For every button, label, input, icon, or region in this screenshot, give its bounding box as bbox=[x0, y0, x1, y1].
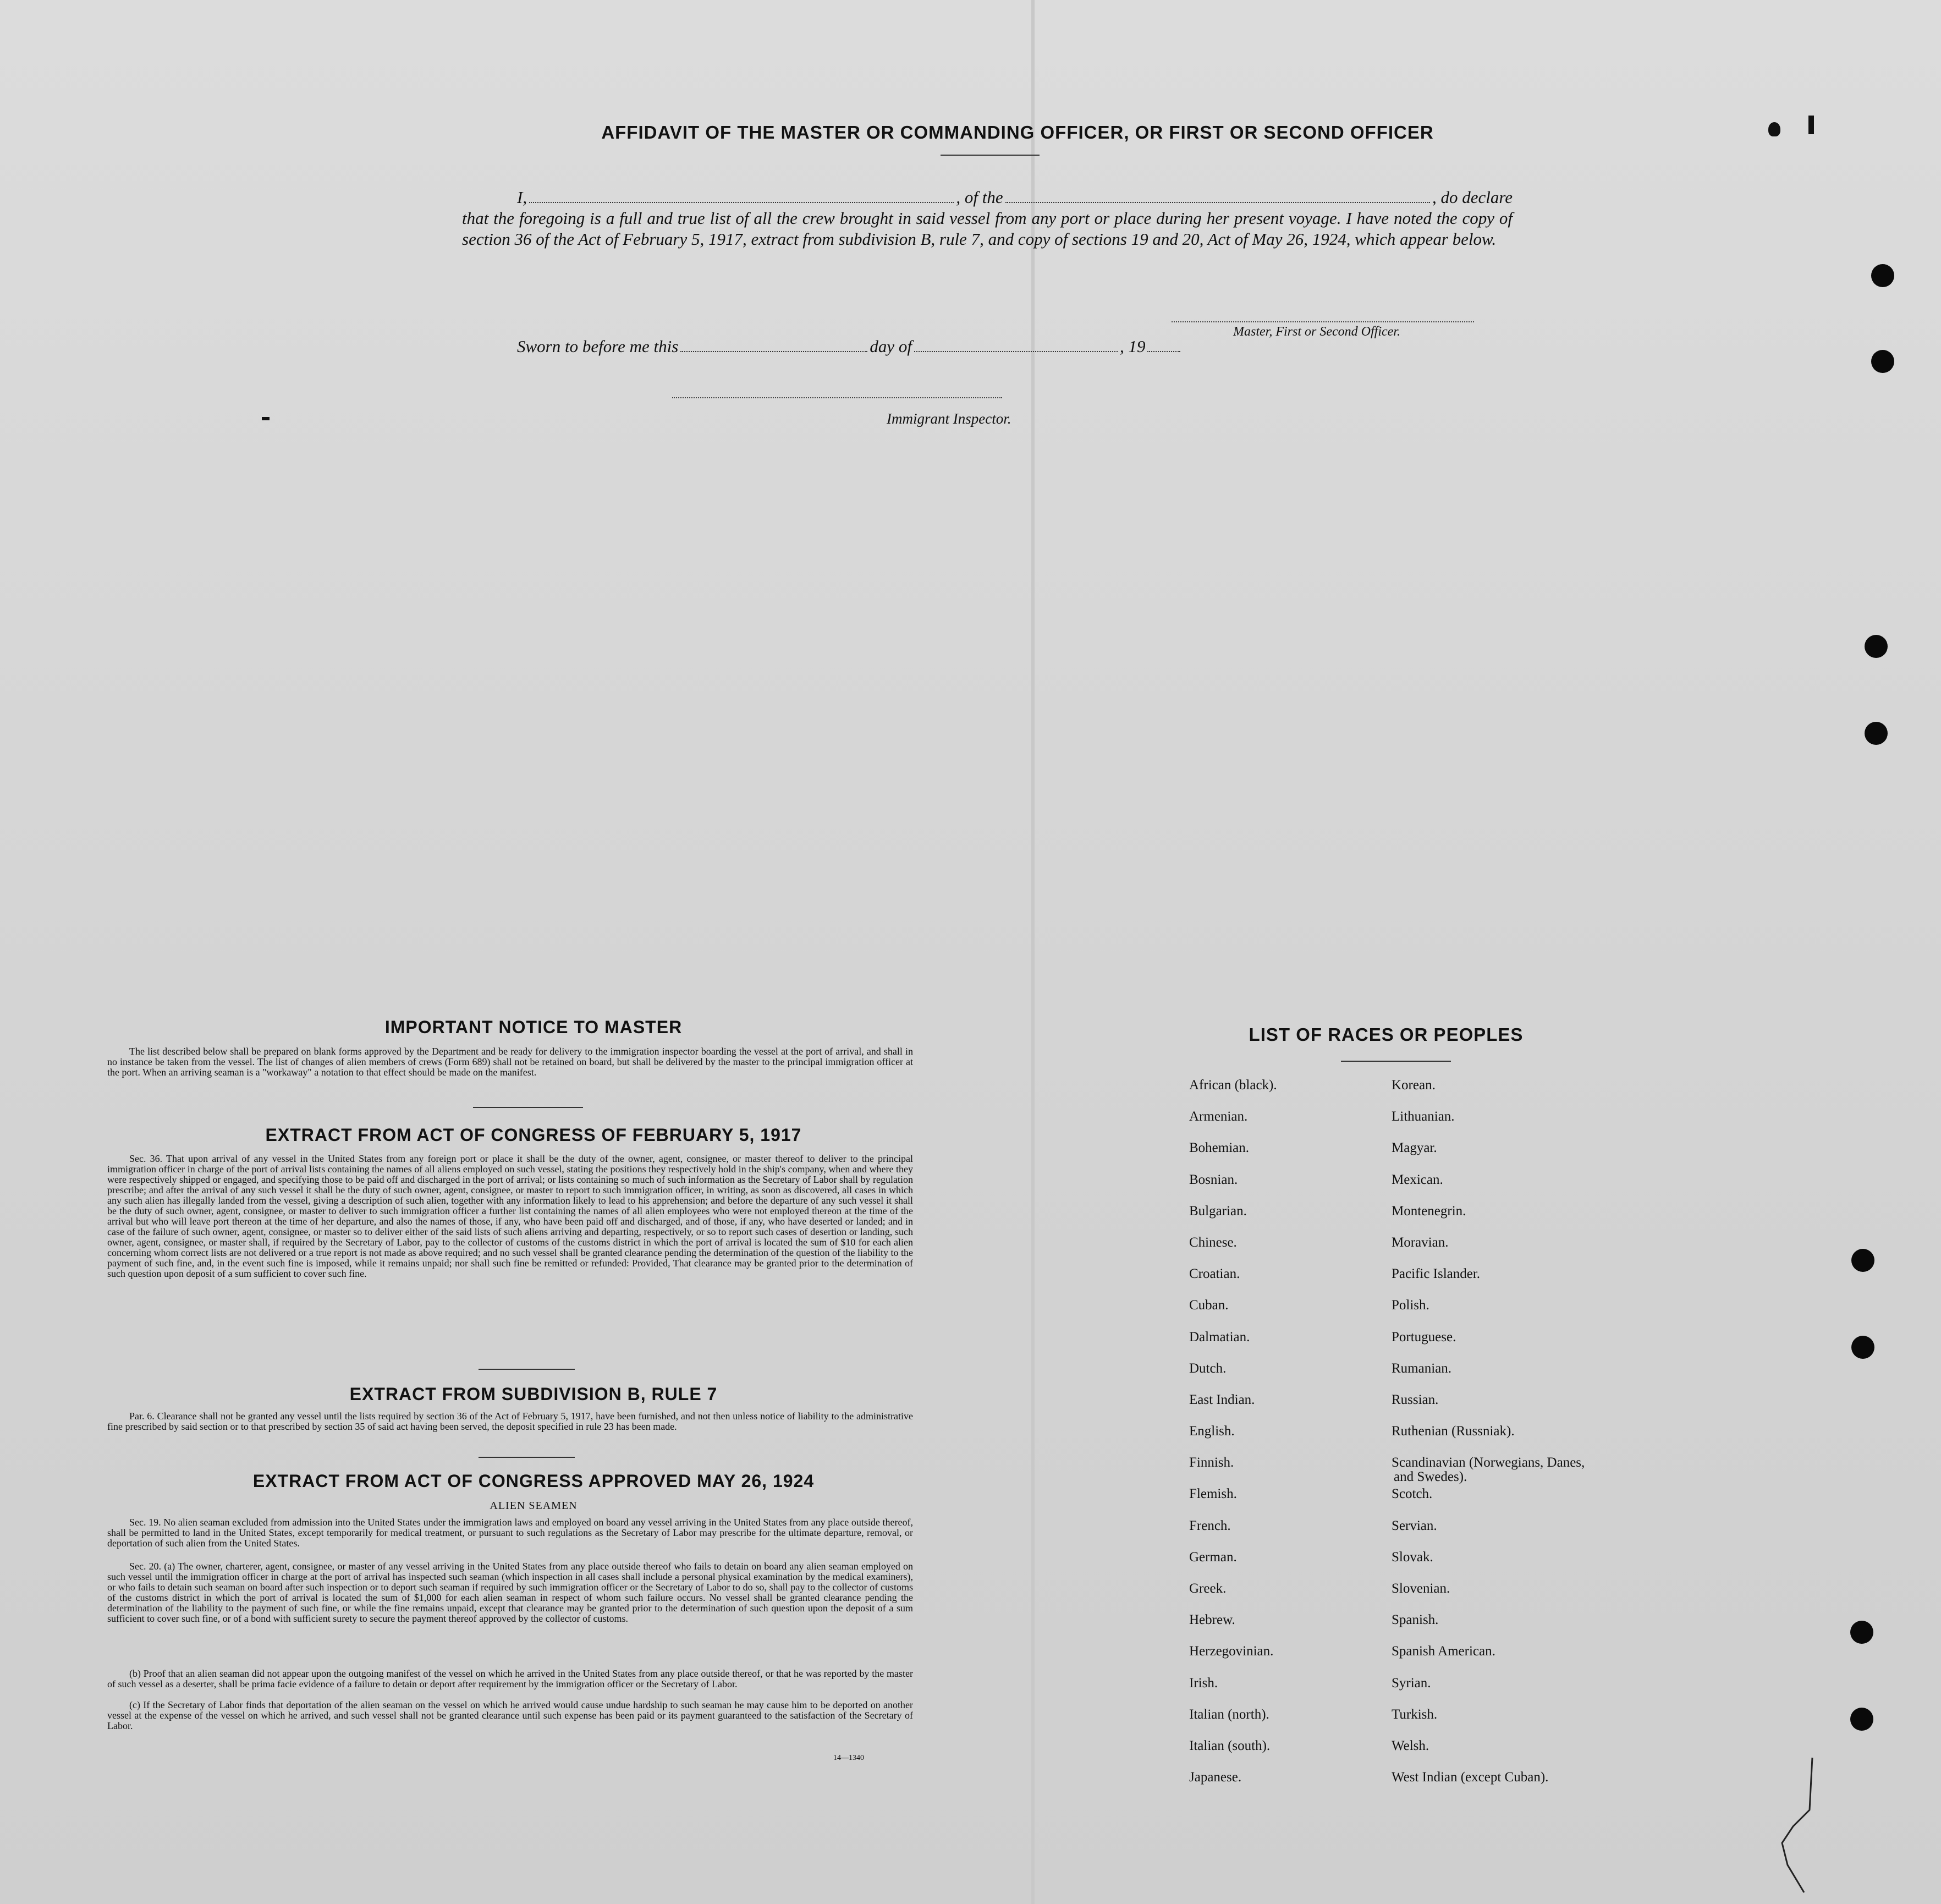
sworn-year-prefix: , 19 bbox=[1119, 337, 1146, 356]
officer-name-field[interactable] bbox=[529, 190, 954, 203]
binder-hole bbox=[1871, 350, 1894, 373]
binder-hole bbox=[1871, 264, 1894, 287]
race-item: Armenian. bbox=[1189, 1109, 1248, 1124]
extract-1924-subtitle: ALIEN SEAMEN bbox=[490, 1500, 578, 1512]
races-left-column bbox=[1189, 1078, 1371, 1802]
race-item: Syrian. bbox=[1392, 1675, 1431, 1691]
race-item: Welsh. bbox=[1392, 1738, 1429, 1753]
race-item: Russian. bbox=[1392, 1392, 1439, 1407]
race-item: French. bbox=[1189, 1518, 1231, 1533]
extract-rule7-divider bbox=[479, 1457, 575, 1458]
binder-hole bbox=[1851, 1336, 1874, 1359]
race-item: Finnish. bbox=[1189, 1455, 1234, 1470]
extract-1924-sec19: Sec. 19. No alien seaman excluded from admission into the United States under the immigration laws and employed on board any vessel arriving in the United States from any place outside thereof, shall be permitted to land in the United States, except temporarily for medical treatment, or pursuant to such regulations as the Secretary of Labor may prescribe for the ultimate departure, removal, or deportation of such alien from the United States. bbox=[107, 1517, 913, 1549]
race-item: Ruthenian (Russniak). bbox=[1392, 1424, 1515, 1439]
race-item: Bohemian. bbox=[1189, 1140, 1250, 1156]
race-item: Greek. bbox=[1189, 1581, 1227, 1596]
extract-1924-sec20c: (c) If the Secretary of Labor finds that deportation of the alien seaman on the vessel on which he arrived would cause undue hardship to such seaman he may cause him to be deported on another vessel at the expense of the vessel on which he arrived, and such vessel shall not be granted clearance until such expense has been paid or its payment guaranteed to the satisfaction of the Secretary of Labor. bbox=[107, 1699, 913, 1731]
binder-hole bbox=[1850, 1621, 1873, 1644]
race-item: Pacific Islander. bbox=[1392, 1266, 1481, 1282]
races-divider bbox=[1341, 1061, 1451, 1062]
race-item: Bulgarian. bbox=[1189, 1203, 1247, 1219]
races-right-column bbox=[1392, 1078, 1601, 1802]
sworn-prefix: Sworn to before me this bbox=[517, 337, 679, 356]
race-item: English. bbox=[1189, 1424, 1235, 1439]
race-item: Dutch. bbox=[1189, 1360, 1227, 1376]
affidavit-body: that the foregoing is a full and true list of all the crew brought in said vessel from any port or place during her present voyage. I have noted the copy of section 36 of the Act of February 5, 1917, extract from subdivision B, rule 7, and copy of sections 19 and 20, Act of May 26, 1924, which appear below. bbox=[462, 208, 1513, 249]
notice-text: The list described below shall be prepared on blank forms approved by the Department and be ready for delivery to the immigration inspector boarding the vessel at the port of arrival, and shall in no instance be taken from the vessel. The list of changes of alien members of crews (Form 689) shall not be retained on board, but shall be delivered by the master to the principal immigration officer at the port. When an arriving seaman is a "workaway" a notation to that effect should be made on the manifest. bbox=[107, 1046, 913, 1078]
binder-hole bbox=[1850, 1708, 1873, 1731]
master-signature-line bbox=[1172, 321, 1474, 323]
ink-mark bbox=[262, 417, 270, 420]
race-item: Chinese. bbox=[1189, 1234, 1237, 1250]
race-item: Italian (south). bbox=[1189, 1738, 1271, 1753]
race-item: Scandinavian (Norwegians, Danes, and Swedes). bbox=[1392, 1455, 1585, 1485]
race-item: Montenegrin. bbox=[1392, 1203, 1466, 1219]
race-item: Moravian. bbox=[1392, 1234, 1449, 1250]
race-item: Rumanian. bbox=[1392, 1360, 1452, 1376]
race-item: Hebrew. bbox=[1189, 1612, 1235, 1628]
form-number: 14—1340 bbox=[833, 1754, 864, 1762]
ink-mark bbox=[1808, 116, 1814, 134]
inspector-label: Immigrant Inspector. bbox=[887, 410, 1011, 427]
race-item: Scotch. bbox=[1392, 1486, 1433, 1502]
race-item: Servian. bbox=[1392, 1518, 1437, 1533]
race-item: Spanish. bbox=[1392, 1612, 1439, 1628]
race-item: Turkish. bbox=[1392, 1707, 1438, 1722]
race-item: Spanish American. bbox=[1392, 1644, 1495, 1659]
race-item: Dalmatian. bbox=[1189, 1329, 1250, 1345]
race-item: Mexican. bbox=[1392, 1172, 1443, 1187]
affidavit-text bbox=[462, 187, 1513, 250]
binder-hole bbox=[1865, 722, 1888, 745]
vessel-name-field[interactable] bbox=[1005, 190, 1430, 203]
race-item: Lithuanian. bbox=[1392, 1109, 1455, 1124]
affidavit-title: AFFIDAVIT OF THE MASTER OR COMMANDING OFFICER, OR FIRST OR SECOND OFFICER bbox=[601, 122, 1434, 142]
race-item: Italian (north). bbox=[1189, 1707, 1269, 1722]
extract-1924-sec20b: (b) Proof that an alien seaman did not appear upon the outgoing manifest of the vessel on which he arrived in the United States from any place outside thereof, or that he was reported by the master of such vessel as a deserter, shall be prima facie evidence of a failure to detain or deport after requirement by the immigration officer or the Secretary of Labor. bbox=[107, 1668, 913, 1689]
race-item: Korean. bbox=[1392, 1078, 1436, 1093]
binder-hole bbox=[1851, 1249, 1874, 1272]
race-item: Slovak. bbox=[1392, 1549, 1433, 1565]
race-item: Slovenian. bbox=[1392, 1581, 1450, 1596]
affidavit-i-label: I, bbox=[517, 188, 527, 207]
extract-1917-text: Sec. 36. That upon arrival of any vessel in the United States from any foreign port or place it shall be the duty of the owner, agent, consignee, or master thereof to deliver to the principal immigration officer in charge of the port of arrival lists containing the names of all aliens employed on such vessel, stating the positions they respectively hold in the ship's company, when and where they were respectively shipped or engaged, and specifying those to be paid off and discharged in the port of arrival; or lists containing so much of such information as the Secretary of Labor shall by regulation prescribe; and after the arrival of any such vessel it shall be the duty of such owner, agent, consignee, or master to report to such immigration officer, in writing, as soon as discovered, all cases in which any such alien has illegally landed from the vessel, giving a description of such alien, together with any information likely to lead to his apprehension; and before the departure of any such vessel it shall be the duty of such owner, agent, consignee, or master to deliver to such immigration officer a further list containing the names of all alien employees who were not employed thereon at the time of the arrival but who will leave port thereon at the time of her departure, and also the names of those, if any, who have been paid off and discharged, and of those, if any, who have deserted or landed; and in case of the failure of such owner, agent, consignee, or master so to deliver either of the said lists of such aliens arriving and departing, respectively, or so to report such cases of desertion or landing, such owner, agent, consignee, or master shall, if required by the Secretary of Labor, pay to the collector of customs of the customs district in which the port of arrival is located the sum of $10 for each alien concerning whom correct lists are not delivered or a true report is not made as above required; and no such vessel shall be granted clearance pending the determination of the question of the liability to the payment of such fine, and, in the event such fine is imposed, while it remains unpaid; nor shall such fine be remitted or refunded: Provided, That clearance may be granted prior to the determination of such question upon deposit of a sum sufficient to cover such fine. bbox=[107, 1153, 914, 1279]
sworn-day-of: day of bbox=[870, 337, 912, 356]
race-item: German. bbox=[1189, 1549, 1237, 1565]
extract-1924-title: EXTRACT FROM ACT OF CONGRESS APPROVED MAY 26, 1924 bbox=[252, 1471, 815, 1491]
sworn-line bbox=[517, 337, 1249, 356]
sworn-day-field[interactable] bbox=[680, 340, 867, 352]
extract-rule7-text: Par. 6. Clearance shall not be granted any vessel until the lists required by section 36 of the Act of February 5, 1917, have been furnished, and not then unless notice of liability to the administrative fine prescribed by said section or to that prescribed by section 35 of said act having been served, the deposit specified in rule 23 has been made. bbox=[107, 1411, 913, 1432]
race-item: Flemish. bbox=[1189, 1486, 1237, 1502]
extract-1917-divider bbox=[479, 1369, 575, 1370]
sworn-month-field[interactable] bbox=[914, 340, 1118, 352]
page-fold bbox=[1031, 0, 1035, 1904]
race-item: Portuguese. bbox=[1392, 1329, 1456, 1345]
race-item: East Indian. bbox=[1189, 1392, 1255, 1407]
race-item: Magyar. bbox=[1392, 1140, 1437, 1156]
race-item: Herzegovinian. bbox=[1189, 1644, 1274, 1659]
extract-1917-title: EXTRACT FROM ACT OF CONGRESS OF FEBRUARY 5, 1917 bbox=[265, 1125, 802, 1145]
master-signature-label: Master, First or Second Officer. bbox=[1233, 325, 1400, 339]
notice-title: IMPORTANT NOTICE TO MASTER bbox=[384, 1017, 683, 1037]
extract-1924-sec20a: Sec. 20. (a) The owner, charterer, agent, consignee, or master of any vessel arriving in the United States from any place outside thereof who fails to detain on board any alien seaman employed on such vessel until the immigration officer in charge at the port of arrival has inspected such seaman (which inspection in all cases shall include a personal physical examination by the medical examiners), or who fails to detain such seaman on board after such inspection or to deport such seaman if required by such immigration officer or the Secretary of Labor to do so, shall pay to the collector of customs of the customs district in which the port of arrival is located the sum of $1,000 for each alien seaman in respect of whom such failure occurs. No vessel shall be granted clearance pending the determination of the liability to the payment of such fine, or while the fine remains unpaid, except that clearance may be granted prior to the determination of such question upon the deposit of a sum sufficient to cover such fine, or of a bond with sufficient surety to secure the payment thereof approved by the collector of customs. bbox=[107, 1561, 913, 1624]
race-item: West Indian (except Cuban). bbox=[1392, 1770, 1549, 1785]
notice-divider bbox=[473, 1107, 583, 1108]
ink-mark bbox=[1768, 122, 1780, 136]
race-item: Polish. bbox=[1392, 1298, 1429, 1313]
affidavit-do-declare: , do declare bbox=[1432, 188, 1513, 207]
extract-rule7-title: EXTRACT FROM SUBDIVISION B, RULE 7 bbox=[349, 1384, 718, 1404]
sworn-year-field[interactable] bbox=[1147, 340, 1180, 352]
binder-hole bbox=[1865, 635, 1888, 658]
race-item: African (black). bbox=[1189, 1078, 1277, 1093]
race-item: Irish. bbox=[1189, 1675, 1218, 1691]
race-item: Croatian. bbox=[1189, 1266, 1240, 1282]
race-item: Cuban. bbox=[1189, 1298, 1229, 1313]
race-item: Japanese. bbox=[1189, 1770, 1242, 1785]
title-divider bbox=[941, 155, 1040, 156]
affidavit-of-the: , of the bbox=[956, 188, 1003, 207]
pencil-mark bbox=[1771, 1755, 1821, 1898]
race-item: Bosnian. bbox=[1189, 1172, 1238, 1187]
inspector-signature-line bbox=[672, 397, 1002, 399]
races-title: LIST OF RACES OR PEOPLES bbox=[1249, 1024, 1524, 1045]
